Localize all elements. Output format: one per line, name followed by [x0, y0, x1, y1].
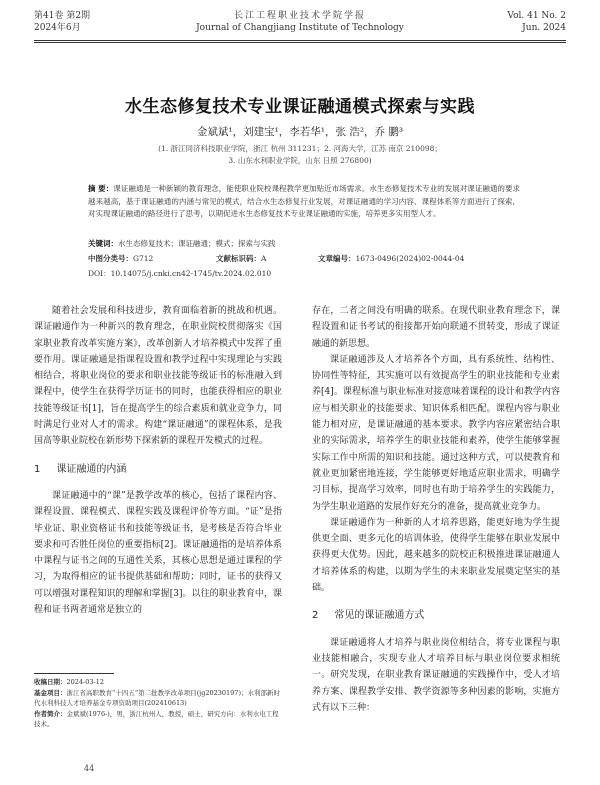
body-paragraph: 存在，二者之间没有明确的联系。在现代职业教育理念下，课程设置和证书考试的衔接都开始向联通不贯转变，形成了课证融通的新思想。: [312, 306, 560, 349]
section-number: 1: [34, 463, 41, 475]
author-bio-label: 作者简介：: [34, 709, 67, 718]
keywords: [88, 238, 520, 251]
clc-number: [88, 253, 153, 264]
doi-value: 10.14075/j.cnki.cn42-1745/tv.2024.02.010: [110, 269, 272, 278]
received-label: 收稿日期：: [34, 678, 67, 686]
journal-name-en: Journal of Changjiang Institute of Technology: [196, 23, 404, 33]
body-paragraph: 课证融通涉及人才培养各个方面，具有系统性、结构性、协同性等特征，其实施可以有效提高学生的职业技能和专业素养[4]。课程标准与职业标准对接意味着课程的设计和教学内容应与相关职业的技能要求、知识体系相匹配。课程内容与职业能力相对应，是课证融通的基本要求。教学内容应紧密结合职业的实际需求，培养学生的职业技能和素养，使学生能够掌握实际工作中所需的知识和技能。通过这种方式，可以使教育和就业更加紧密地连接，学生能够更好地适应职业需求，明确学习目标，提高学习效率，同时也有助于培养学生的实践能力，为学生职业道路的发展作好充分的准备，提高就业竞争力。: [312, 354, 560, 512]
section-number: 2: [312, 610, 319, 622]
abstract-text: 课证融通是一种新颖的教育理念，能使职业院校课程教学更加贴近市场需求。水生态修复技术专业的发展对课证融通的要求越来越高，基于课证融通的内涵与常见的模式，结合水生态修复行业发展，对课证融通的学习内容、课程体系等方面进行了探索，对实现课证融通的路径进行了思考，以期促进水生态修复技术专业课证融通的实施，培养更多实用型人才。: [88, 184, 520, 218]
section-heading-1: [34, 462, 282, 478]
volume-issue-line-en: Vol. 41 No. 2: [507, 11, 566, 21]
article-number: [318, 253, 464, 264]
abstract: [88, 183, 520, 221]
journal-name-cn: 长江工程职业技术学院学报: [233, 11, 366, 21]
received-value: 2024-03-12: [66, 678, 104, 686]
page-number: 44: [84, 764, 95, 773]
clc-label: 中图分类号：: [88, 254, 133, 263]
affiliation-line-1: (1. 浙江同济科技职业学院，浙江 杭州 311231；2. 河海大学，江苏 南京 210098；: [158, 144, 442, 153]
fund-project: [34, 688, 282, 709]
article-title: 水生态修复技术专业课证融通模式探索与实践: [125, 97, 475, 117]
author-list: 金斌斌¹，刘建宝¹，李若华¹，张 浩²，乔 鹏³: [196, 126, 404, 138]
author-bio-text: 金斌斌(1976-)，男，浙江杭州人，教授，硕士，研究方向：水利水电工程技术。: [34, 709, 279, 728]
body-paragraph: 课证融通将人才培养与职业岗位相结合，将专业课程与职业技能相融合，实现专业人才培养目标与职业岗位要求相统一。研究发现，在职业教育课证融通的实践操作中，受人才培养方案、课程教学安排、教学资源等多种因素的影响，实施方式有以下三种：: [312, 637, 560, 713]
section-title: 常见的课证融通方式: [334, 610, 425, 622]
article-no-value: 1673-0496(2024)02-0044-04: [355, 254, 465, 263]
abstract-label: 摘 要：: [88, 184, 114, 193]
header-rule-thin: [34, 42, 566, 43]
received-date: [34, 677, 282, 688]
affiliation-line-2: 3. 山东水利职业学院，山东 日照 276800): [228, 156, 372, 165]
doi-label: DOI：: [88, 269, 111, 278]
clc-value: G712: [133, 254, 154, 263]
doc-code-label: 文献标识码：: [216, 254, 261, 263]
keywords-label: 关键词：: [88, 239, 118, 248]
author-bio: [34, 709, 282, 730]
body-paragraph: 课证融通中的“课”是教学改革的核心，包括了课程内容、课程设置、课程模式、课程实践及课程评价等方面。“证”是指毕业证、职业资格证书和技能等级证书，是考核是否符合毕业要求和可否胜任岗位的重要指标[2]。课证融通指的是培养体系中课程与证书之间的互通性关系，其核心思想是通过课程的学习，为取得相应的证书提供基础和帮助；同时，证书的获得又可以增强对课程知识的理解和掌握[3]。以往的职业教育中，课程和证书两者通常是独立的: [34, 490, 282, 616]
issue-date-line: 2024年6月: [34, 23, 81, 33]
doi: [88, 268, 271, 279]
fund-text: 浙江省高职教育“十四五”第二批教学改革项目(jg20230197)；水利部新时代水利科技人才培养基金专项资助项目(202410613): [34, 688, 280, 707]
journal-volume-issue-en: [507, 10, 566, 34]
document-code: [216, 253, 266, 264]
body-paragraph: 课证融通作为一种新的人才培养思路，能更好地为学生提供更全面、更多元化的培训体验，使得学生能够在职业发展中获得更大优势。因此，越来越多的院校正积极推进课证融通人才培养体系的构建，以期为学生的未来职业发展奠定坚实的基础。: [312, 517, 560, 594]
keywords-text: 水生态修复技术；课证融通；模式；探索与实践: [118, 239, 276, 248]
footnote-rule: [34, 673, 114, 674]
issue-date-line-en: Jun. 2024: [522, 23, 566, 33]
body-column-left: [34, 303, 282, 618]
intro-paragraph: 随着社会发展和科技进步，教育面临着新的挑战和机遇。课证融通作为一种新兴的教育理念，在职业院校贯彻落实《国家职业教育改革实施方案》，改革创新人才培养模式中发挥了重要作用。课证融通是指课程设置和教学过程中实现理论与实践相结合，将职业岗位的要求和职业技能等级证书的标准融入到课程中，使学生在获得学历证书的同时，也能获得相应的职业技能等级证书[1]，旨在提高学生的综合素质和就业竞争力，同时满足行业对人才的需求。构建“课证融通”的课程体系，是我国高等职业院校在新形势下探索新的课程开发模式的过程。: [34, 306, 282, 447]
section-heading-2: [312, 608, 560, 624]
article-no-label: 文章编号：: [318, 254, 356, 263]
footnote: [34, 677, 282, 730]
header-rule: [34, 40, 566, 41]
fund-label: 基金项目：: [34, 688, 67, 697]
volume-issue-line: 第41卷 第2期: [34, 11, 91, 21]
doc-code-value: A: [261, 254, 267, 263]
body-column-right: [312, 303, 560, 716]
section-title: 课证融通的内涵: [56, 463, 127, 475]
